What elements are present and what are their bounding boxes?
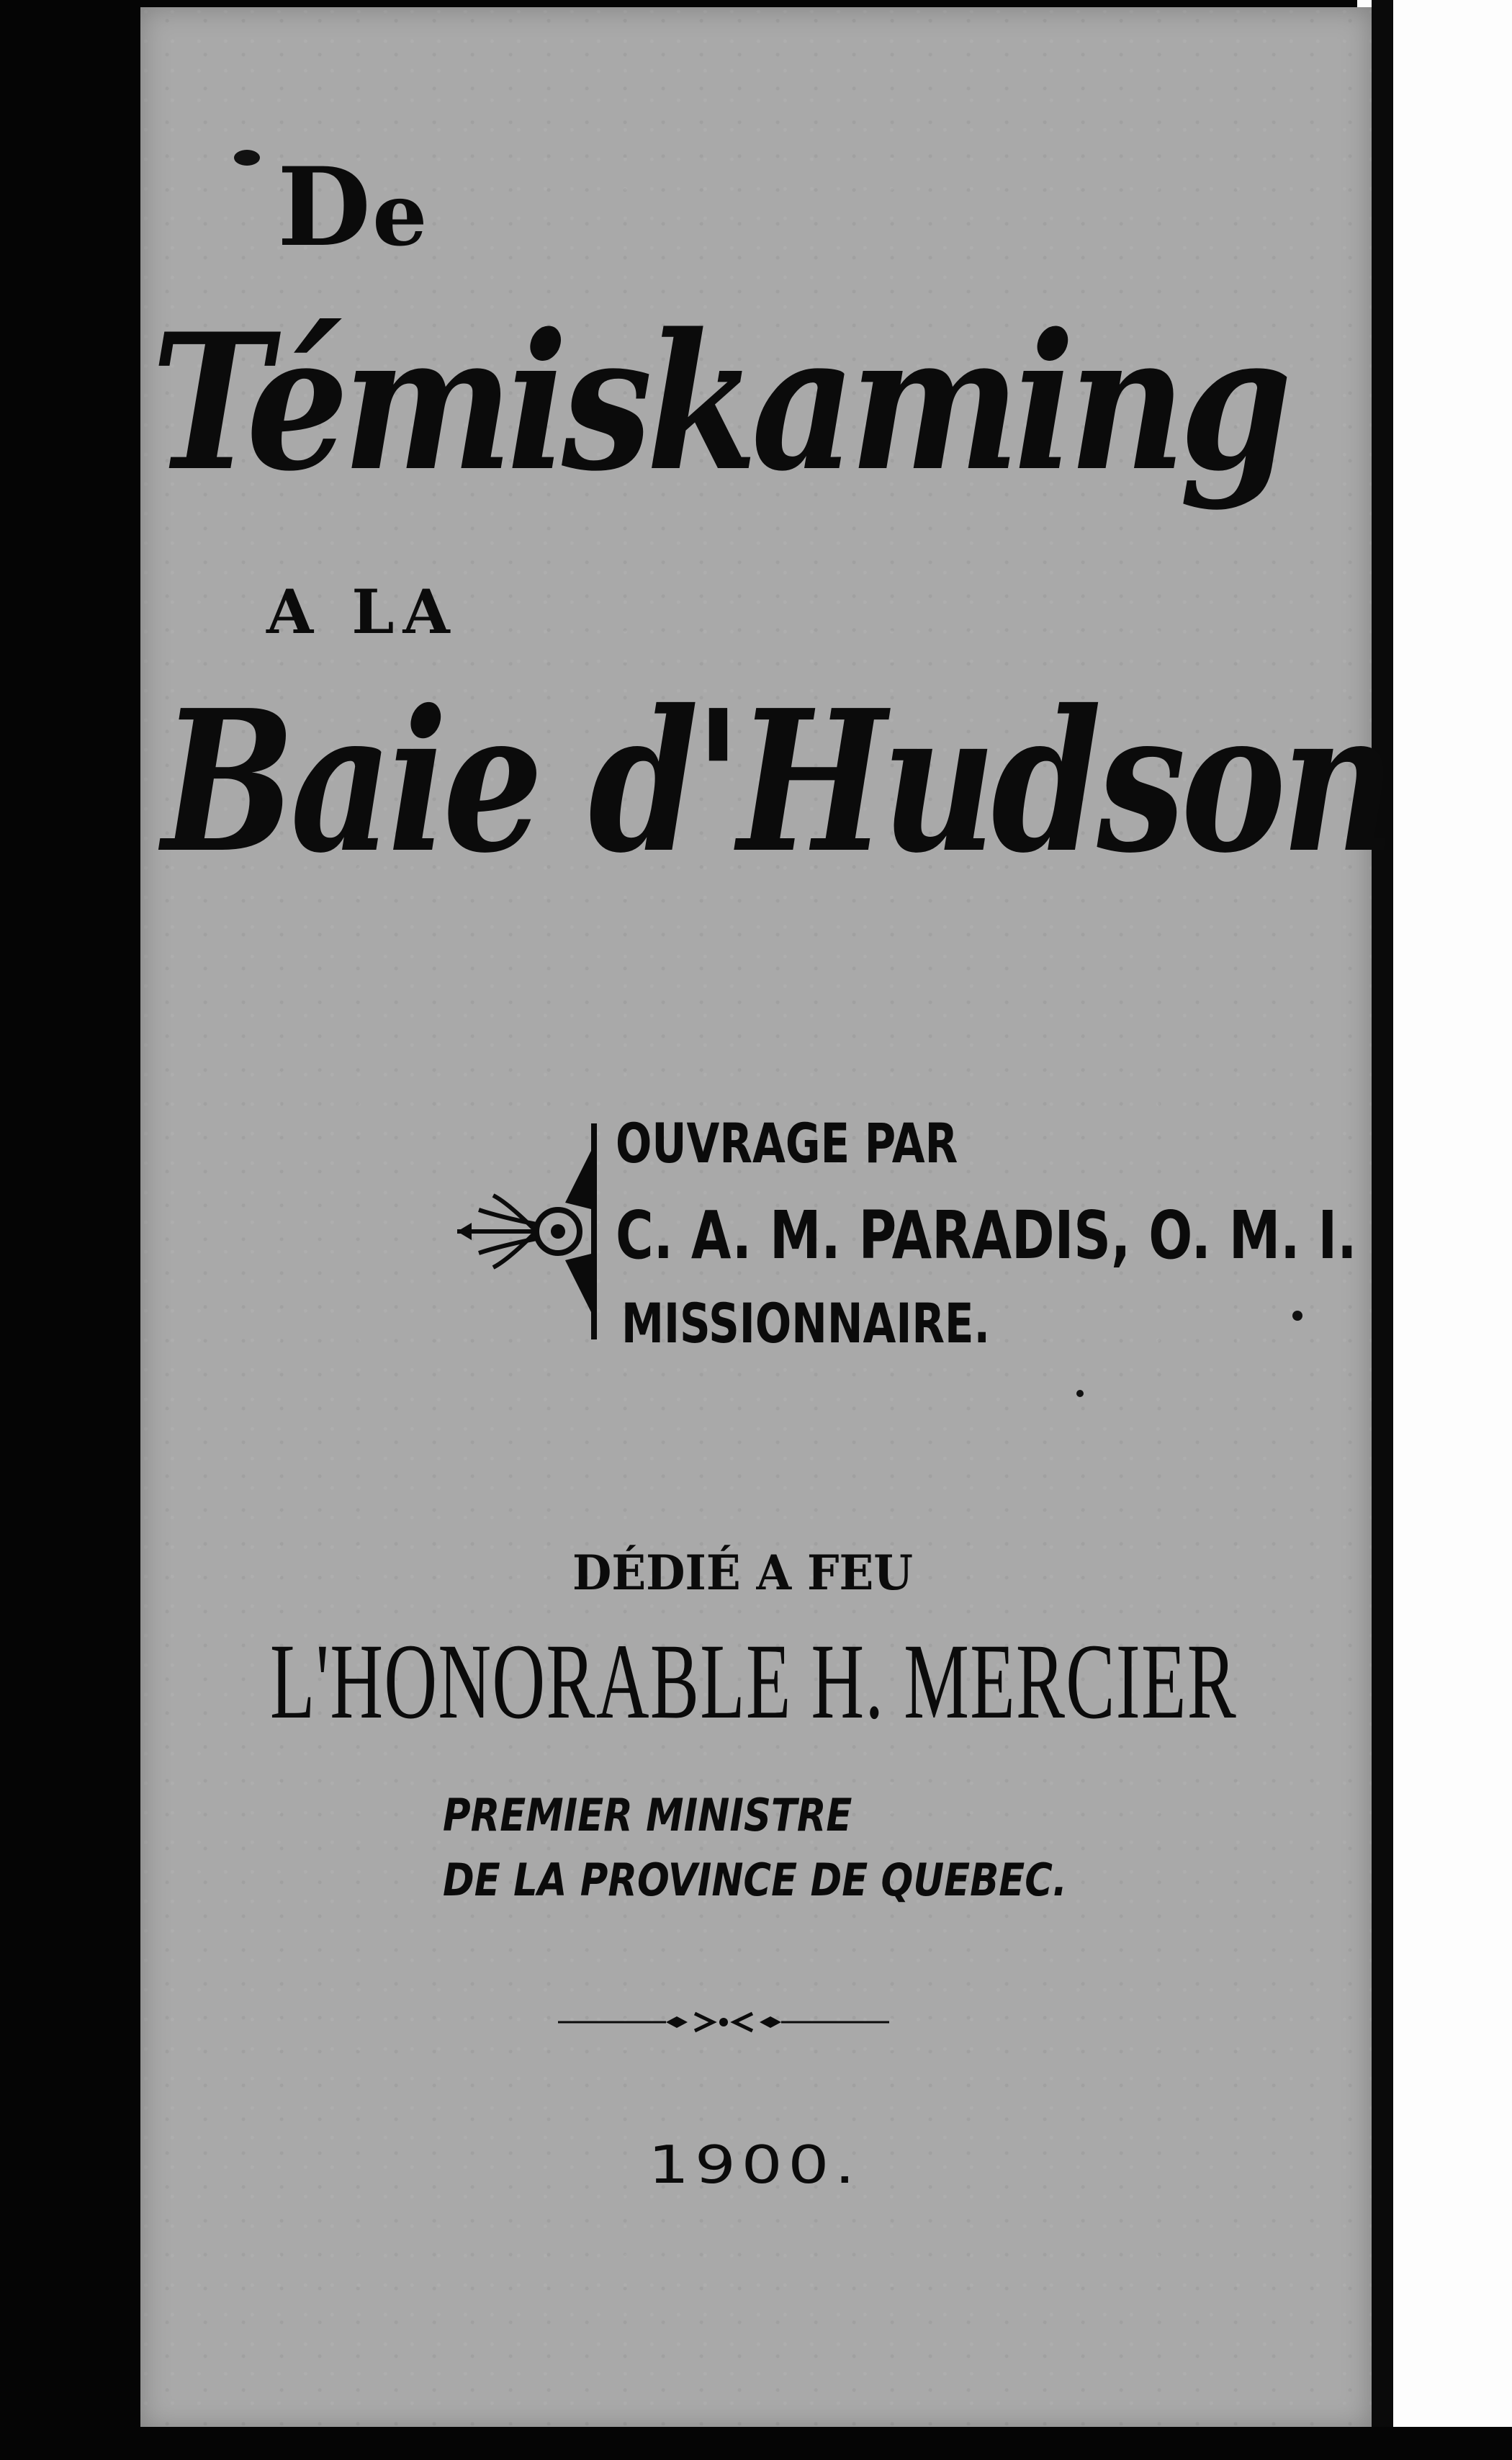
- title-page: [140, 7, 1392, 2430]
- scan-border-right: [1372, 0, 1393, 2460]
- divider-ornament-icon: [558, 2009, 889, 2035]
- dedicatee-role-line1: PREMIER MINISTRE: [443, 1789, 852, 1841]
- flourish-mark: [234, 150, 260, 166]
- dedication-label: DÉDIÉ A FEU: [572, 1545, 913, 1601]
- title-a-la: A LA: [266, 576, 459, 647]
- dust-speck: [1292, 1311, 1302, 1321]
- author-label: OUVRAGE PAR: [616, 1111, 958, 1175]
- fleuron-ornament-icon: [450, 1116, 601, 1347]
- title-baie: Baie d'Hudson: [162, 667, 1392, 896]
- title-de: De: [277, 144, 429, 271]
- scan-border-bottom: [0, 2427, 1512, 2460]
- author-role: MISSIONNAIRE.: [621, 1291, 991, 1355]
- dust-speck: [1076, 1390, 1084, 1397]
- author-name: C. A. M. PARADIS, O. M. I.: [616, 1197, 1357, 1274]
- dedicatee-role-line2: DE LA PROVINCE DE QUEBEC.: [443, 1854, 1068, 1906]
- dedicatee-name: L'HONORABLE H. MERCIER: [270, 1622, 1238, 1741]
- publication-year: 1900.: [648, 2134, 861, 2195]
- scan-border-left: [0, 0, 148, 2460]
- title-main: Témiskaming: [151, 293, 1287, 513]
